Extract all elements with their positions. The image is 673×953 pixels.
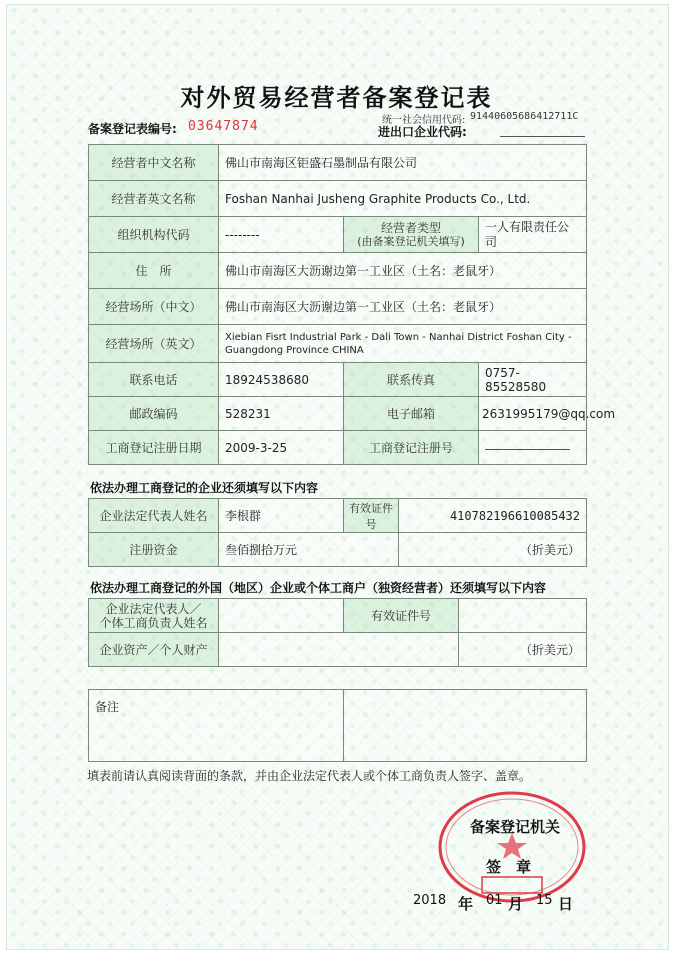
credit-code-value: 91440605686412711C (470, 111, 579, 122)
assets-unit: （折美元） (459, 633, 587, 667)
id-label: 有效证件号 (344, 499, 399, 533)
foreign-id-value (459, 599, 587, 633)
authority-label: 备案登记机关 (470, 818, 561, 836)
phone-value: 18924538680 (219, 363, 344, 397)
form-title: 对外贸易经营者备案登记表 (180, 84, 493, 112)
reg-date-value: 2009-3-25 (219, 431, 344, 465)
email-label: 电子邮箱 (344, 397, 479, 431)
remarks-label: 备注 (89, 690, 344, 762)
en-name-label: 经营者英文名称 (89, 181, 219, 217)
biz-place-cn-label: 经营场所（中文） (89, 289, 219, 325)
biz-place-en-label: 经营场所（英文） (89, 325, 219, 363)
remarks-table (88, 689, 587, 762)
reg-date-label: 工商登记注册日期 (89, 431, 219, 465)
en-name-value: Foshan Nanhai Jusheng Graphite Products Co., Ltd. (219, 181, 587, 217)
biz-place-en-value: Xiebian Fisrt Industrial Park - Dali Town - Nanhai District Foshan City - Guangdong Province CHINA (219, 325, 587, 363)
cn-name-label: 经营者中文名称 (89, 145, 219, 181)
phone-label: 联系电话 (89, 363, 219, 397)
section1-heading: 依法办理工商登记的企业还须填写以下内容 (90, 481, 319, 495)
ie-code-underline (500, 136, 585, 137)
business-type-label-line2: (由备案登记机关填写) (357, 234, 465, 248)
sign-month-char: 月 (508, 895, 524, 913)
sign-year: 2018 (413, 893, 447, 908)
section2-heading: 依法办理工商登记的外国（地区）企业或个体工商户（独资经营者）还须填写以下内容 (90, 581, 547, 595)
postcode-label: 邮政编码 (89, 397, 219, 431)
legal-rep-label: 企业法定代表人姓名 (89, 499, 219, 533)
foreign-rep-label (89, 599, 219, 633)
foreign-rep-label-line1: 企业法定代表人／ (105, 601, 202, 616)
remarks-value (344, 690, 587, 762)
sign-month: 01 (486, 893, 503, 908)
capital-unit: （折美元） (399, 533, 587, 567)
main-info-table (88, 144, 616, 465)
fax-value: 0757-85528580 (479, 363, 587, 397)
official-seal-icon (430, 785, 590, 905)
address-value: 佛山市南海区大沥谢边第一工业区（土名：老鼠牙） (219, 253, 587, 289)
foreign-id-label: 有效证件号 (344, 599, 459, 633)
section1-table (88, 498, 587, 567)
form-no-label: 备案登记表编号: (88, 122, 177, 136)
reg-no-label: 工商登记注册号 (344, 431, 479, 465)
address-label: 住 所 (89, 253, 219, 289)
credit-code-label: 统一社会信用代码: (382, 115, 466, 126)
assets-value (219, 633, 459, 667)
org-code-label: 组织机构代码 (89, 217, 219, 253)
email-value: 2631995179@qq.com (479, 397, 587, 431)
cn-name-value: 佛山市南海区钜盛石墨制品有限公司 (219, 145, 587, 181)
assets-label: 企业资产／个人财产 (89, 633, 219, 667)
fax-label: 联系传真 (344, 363, 479, 397)
reg-no-value (479, 431, 587, 465)
id-value: 410782196610085432 (399, 499, 587, 533)
seal-label: 签 章 (486, 858, 532, 876)
capital-label: 注册资金 (89, 533, 219, 567)
sign-year-char: 年 (458, 895, 474, 913)
form-no-value: 03647874 (188, 119, 259, 134)
business-type-value: 一人有限责任公司 (479, 217, 587, 253)
sign-day-char: 日 (558, 895, 574, 913)
foreign-rep-label-line2: 个体工商负责人姓名 (99, 615, 208, 630)
sign-day: 15 (536, 893, 553, 908)
ie-code-label: 进出口企业代码: (378, 125, 467, 139)
business-type-label-line1: 经营者类型 (380, 220, 441, 235)
biz-place-cn-value: 佛山市南海区大沥谢边第一工业区（土名：老鼠牙） (219, 289, 587, 325)
business-type-label (344, 217, 479, 253)
org-code-value: -------- (219, 217, 344, 253)
footer-note: 填表前请认真阅读背面的条款，并由企业法定代表人或个体工商负责人签字、盖章。 (87, 769, 532, 783)
legal-rep-value: 李根群 (219, 499, 344, 533)
capital-value: 叁佰捌拾万元 (219, 533, 399, 567)
section2-table (88, 598, 587, 667)
foreign-rep-value (219, 599, 344, 633)
postcode-value: 528231 (219, 397, 344, 431)
